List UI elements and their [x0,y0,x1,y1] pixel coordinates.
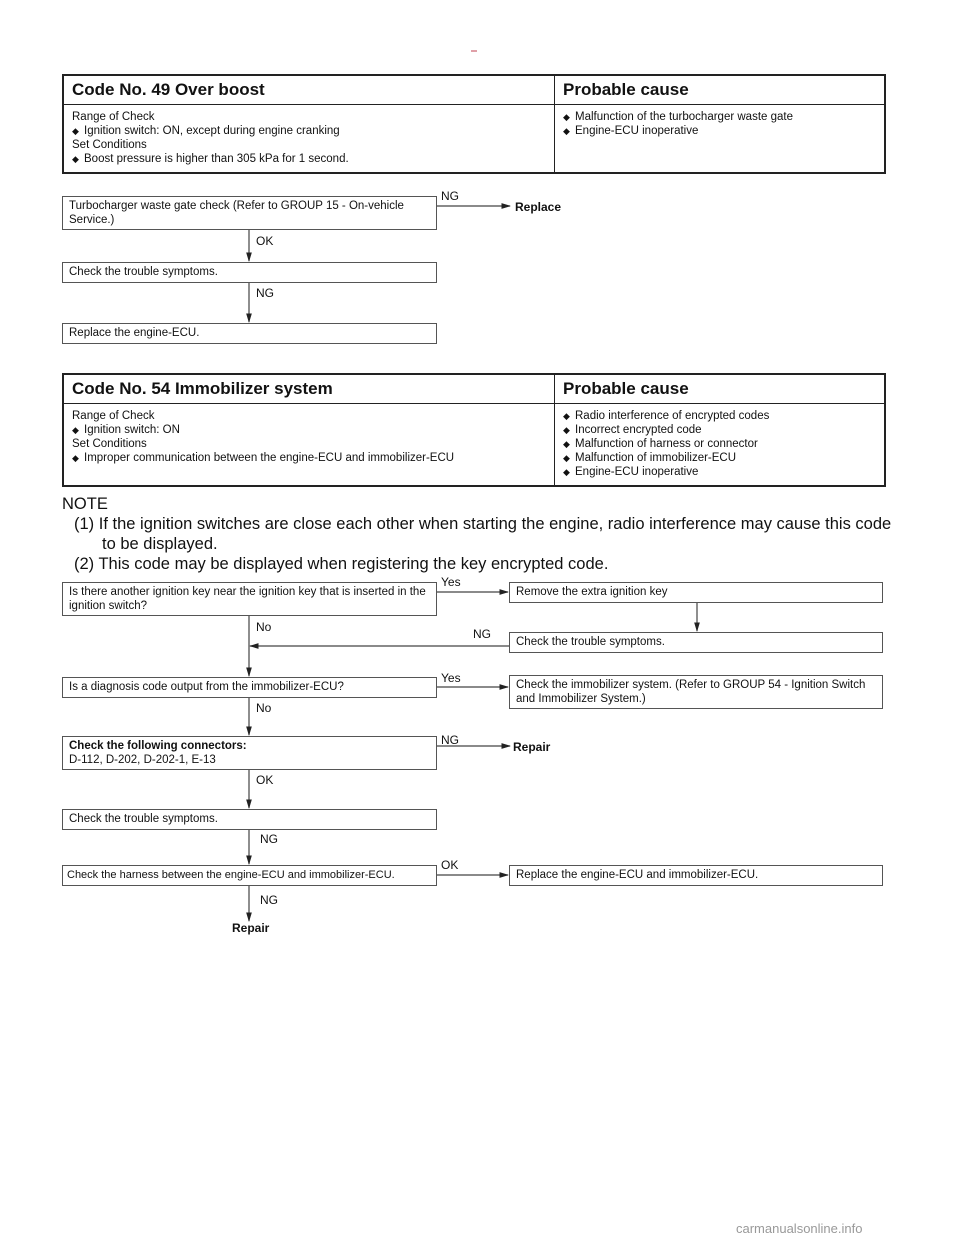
cause-item: ◆ Malfunction of immobilizer-ECU [563,451,876,465]
flow49-step1-ng-label: NG [441,189,459,203]
flow49-ok-label: OK [256,234,274,248]
cause-item: ◆ Malfunction of harness or connector [563,437,876,451]
flow54-q5-ok-label: OK [441,858,459,872]
flow54-q3-ok-label: OK [256,773,274,787]
note-heading: NOTE [62,495,108,513]
range-item: ◆ Ignition switch: ON, except during engine cranking [72,124,546,138]
flow49-step2-box: Check the trouble symptoms. [62,262,437,283]
flow54-check-symptoms-box: Check the trouble symptoms. [509,632,883,653]
flow54-q1-no-label: No [256,620,272,634]
range-item: ◆ Ignition switch: ON [72,423,546,437]
cause-item: ◆ Engine-ECU inoperative [563,124,876,138]
code-49-cause-header: Probable cause [555,75,886,105]
flow54-q1-box: Is there another ignition key near the ignition key that is inserted in the ignition switch? [62,582,437,616]
flow49-step1-box: Turbocharger waste gate check (Refer to GROUP 15 - On-vehicle Service.) [62,196,437,230]
flow54-q4-ng-label: NG [260,832,278,846]
flow54-immobilizer-check-box: Check the immobilizer system. (Refer to GROUP 54 - Ignition Switch and Immobilizer System.) [509,675,883,709]
flow54-q3-ng-label: NG [441,733,459,747]
flow54-q5-ng-label: NG [260,893,278,907]
cause-item: ◆ Malfunction of the turbocharger waste gate [563,110,876,124]
cause-item: ◆ Incorrect encrypted code [563,423,876,437]
set-item: ◆ Boost pressure is higher than 305 kPa for 1 second. [72,152,546,166]
code-54-title: Code No. 54 Immobilizer system [63,374,555,404]
note-item-2: (2) This code may be displayed when registering the key encrypted code. [74,555,609,573]
flow54-final-repair-label: Repair [232,921,270,935]
flow54-remove-key-box: Remove the extra ignition key [509,582,883,603]
note-item-1: (1) If the ignition switches are close each other when starting the engine, radio interference may cause this code to be displayed. [74,515,892,553]
flow54-q4-box: Check the trouble symptoms. [62,809,437,830]
flow49-replace-label: Replace [515,200,562,214]
code-54-cause-header: Probable cause [555,374,886,404]
flow54-q2-yes-label: Yes [441,671,461,685]
set-item: ◆ Improper communication between the engine-ECU and immobilizer-ECU [72,451,546,465]
flow54-q2-no-label: No [256,701,272,715]
flow49-step3-box: Replace the engine-ECU. [62,323,437,344]
flow54-q5-box: Check the harness between the engine-ECU and immobilizer-ECU. [62,865,437,886]
set-label: Set Conditions [72,438,147,450]
flow49-ng-label: NG [256,286,274,300]
flow54-q1-yes-label: Yes [441,575,461,589]
set-label: Set Conditions [72,139,147,151]
range-label: Range of Check [72,111,155,123]
cause-item: ◆ Engine-ECU inoperative [563,465,876,479]
flow54-check-ng-label: NG [473,627,491,641]
watermark: carmanualsonline.info [736,1221,863,1236]
connectors-title: Check the following connectors: [69,740,247,752]
connectors-list: D-112, D-202, D-202-1, E-13 [69,754,216,766]
flow54-replace-ecus-box: Replace the engine-ECU and immobilizer-ECU. [509,865,883,886]
flow54-repair-label: Repair [513,740,551,754]
flow54-q2-box: Is a diagnosis code output from the immobilizer-ECU? [62,677,437,698]
cause-item: ◆ Radio interference of encrypted codes [563,409,876,423]
code-49-title: Code No. 49 Over boost [63,75,555,105]
range-label: Range of Check [72,410,155,422]
